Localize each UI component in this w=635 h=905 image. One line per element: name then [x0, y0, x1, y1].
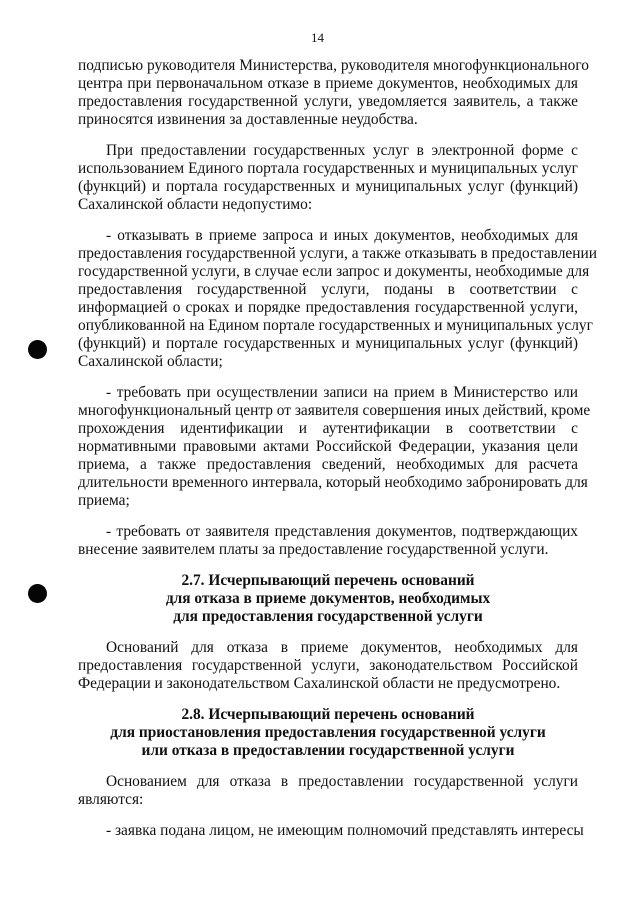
paragraph-line: предоставления государственной услуги, а также отказывать в предоставлении	[78, 245, 597, 262]
section-heading: 2.8. Исчерпывающий перечень оснований	[181, 706, 475, 723]
paragraph-line: предоставления государственной услуги, уведомляется заявитель, а также	[78, 93, 578, 110]
paragraph-line: центра при первоначальном отказе в приеме документов, необходимых для	[78, 75, 578, 92]
paragraph-line: государственной услуги, в случае если запрос и документы, необходимые для	[78, 263, 590, 280]
section-heading: для отказа в приеме документов, необходимых	[165, 590, 491, 607]
paragraph-line: использованием Единого портала государственных и муниципальных услуг	[78, 160, 578, 177]
paragraph-line: предоставления государственной услуги, поданы в соответствии с	[78, 281, 578, 298]
paragraph-line: длительности временного интервала, который необходимо забронировать для	[78, 474, 588, 491]
paragraph-line: многофункциональный центр от заявителя совершения иных действий, кроме	[78, 402, 591, 419]
paragraph-line: - заявка подана лицом, не имеющим полномочий представлять интересы	[106, 822, 584, 839]
paragraph-line: При предоставлении государственных услуг в электронной форме с	[106, 142, 578, 159]
paragraph-line: Основанием для отказа в предоставлении государственной услуги	[106, 773, 578, 790]
paragraph-line: (функций) и портала государственных и муниципальных услуг (функций)	[78, 178, 578, 195]
paragraph-line: внесение заявителем платы за предоставление государственной услуги.	[78, 541, 549, 558]
paragraph-line: приема;	[78, 492, 130, 509]
paragraph-line: нормативными правовыми актами Российской Федерации, указания цели	[78, 438, 578, 455]
paragraph-line: - требовать от заявителя представления документов, подтверждающих	[106, 523, 578, 540]
paragraph-line: Федерации и законодательством Сахалинской области не предусмотрено.	[78, 675, 561, 692]
paragraph-line: прохождения идентификации и аутентификации в соответствии с	[78, 420, 578, 437]
paragraph-line: - отказывать в приеме запроса и иных документов, необходимых для	[106, 227, 578, 244]
paragraph-line: (функций) и портале государственных и муниципальных услуг (функций)	[78, 335, 578, 352]
paragraph-line: - требовать при осуществлении записи на прием в Министерство или	[106, 384, 578, 401]
section-heading: или отказа в предоставлении государственной услуги	[141, 742, 515, 759]
section-heading: для приостановления предоставления государственной услуги	[110, 724, 546, 741]
paragraph-line: предоставления государственной услуги, законодательством Российской	[78, 657, 578, 674]
paragraph-line: являются:	[78, 791, 144, 808]
paragraph-line: приносятся извинения за доставленные неудобства.	[78, 111, 418, 128]
paragraph-line: опубликованной на Едином портале государственных и муниципальных услуг	[78, 317, 593, 334]
page-number: 14	[311, 30, 324, 45]
paragraph-line: подписью руководителя Министерства, руководителя многофункционального	[78, 57, 589, 74]
paragraph-line: приема, а также предоставления сведений, необходимых для расчета	[78, 456, 578, 473]
section-heading: для предоставления государственной услуги	[173, 608, 483, 625]
section-heading: 2.7. Исчерпывающий перечень оснований	[181, 572, 475, 589]
paragraph-line: Сахалинской области;	[78, 353, 223, 370]
paragraph-line: Сахалинской области недопустимо:	[78, 196, 313, 213]
paragraph-line: информацией о сроках и порядке предоставления государственной услуги,	[78, 299, 578, 316]
paragraph-line: Оснований для отказа в приеме документов, необходимых для	[106, 639, 578, 656]
